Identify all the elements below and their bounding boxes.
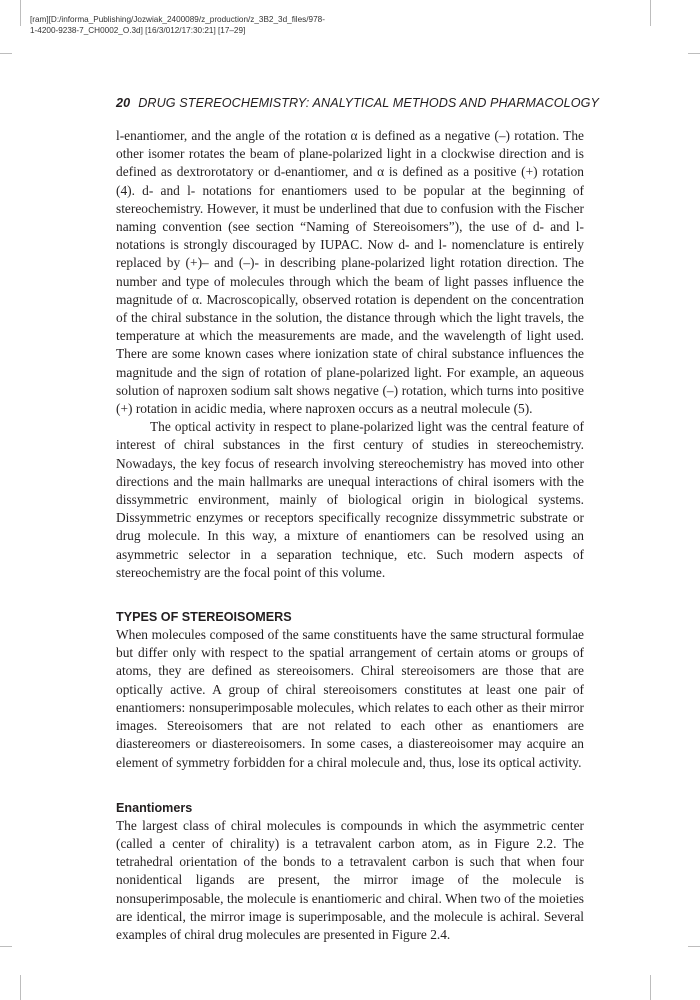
crop-mark-bottom-left — [20, 975, 21, 1000]
subsection-heading-enantiomers: Enantiomers — [116, 800, 193, 815]
print-slug — [30, 14, 630, 36]
running-header — [116, 96, 600, 110]
crop-mark-right-mid-top — [688, 53, 700, 54]
crop-mark-left-mid-bottom — [0, 946, 12, 947]
crop-mark-right-mid-bottom — [688, 946, 700, 947]
section-heading-types-of-stereoisomers: TYPES OF STEREOISOMERS — [116, 610, 292, 625]
page-number: 20 — [116, 96, 131, 110]
slug-line-2: 1-4200-9238-7_CH0002_O.3d] [16/3/012/17:30:21] [17–29] — [30, 26, 246, 35]
slug-line-1: [ram][D:/informa_Publishing/Jozwiak_2400089/z_production/z_3B2_3d_files/978- — [30, 15, 325, 24]
paragraph-stereoisomers-definition: When molecules composed of the same constituents have the same structural formulae but differ only with respect to the spatial arrangement of certain atoms or groups of atoms, they are defined as stereoisomers. Chiral stereoisomers are those that are optically active. A group of chiral stereoisomers constitutes at least one pair of enantiomers: nonsuperimposable molecules, which relates to each other as their mirror images. Stereoisomers that are not related to each other as enantiomers are diastereomers or diastereoisomers. In some cases, a diastereoisomer may acquire an element of symmetry forbidden for a chiral molecule and, thus, lose its optical activity. — [116, 627, 584, 770]
paragraph-optical-activity: The optical activity in respect to plane-polarized light was the central feature of interest of chiral substances in the first century of studies in stereochemistry. Nowadays, the key focus of research involving stereochemistry has moved into other directions and the main hallmarks are unequal interactions of chiral isomers with the dissymmetric environment, mainly of biological origin in biological systems. Dissymmetric enzymes or receptors specifically recognize dissymmetric substrate or drug molecule. In this way, a mixture of enantiomers can be resolved using an asymmetric selector in a separation technique, etc. Such modern aspects of stereochemistry are the focal point of this volume. — [116, 419, 584, 580]
paragraph-optical-rotation: l-enantiomer, and the angle of the rotation α is defined as a negative (–) rotation. The other isomer rotates the beam of plane-polarized light in a clockwise direction and is defined as dextrorotatory or d-enantiomer, and α is defined as a positive (+) rotation (4). d- and l- notations for enantiomers used to be popular at the beginning of stereochemistry. However, it must be underlined that due to confusion with the Fischer naming convention (see section “Naming of Stereoisomers”), the use of d- and l- notations is strongly discouraged by IUPAC. Now d- and l- nomenclature is entirely replaced by (+)– and (–)- in describing plane-polarized light rotation direction. The number and type of molecules through which the beam of light passes influence the magnitude of α. Macroscopically, observed rotation is dependent on the concentration of the chiral substance in the solution, the distance through which the light travels, the temperature at which the measurements are made, and the wavelength of light used. There are some known cases where ionization state of chiral substance influences the magnitude and the sign of rotation of plane-polarized light. For example, an aqueous solution of naproxen sodium salt shows negative (–) rotation, which turns into positive (+) rotation in acidic media, where naproxen occurs as a neutral molecule (5). — [116, 128, 584, 417]
crop-mark-top-left — [20, 0, 21, 26]
crop-mark-top-right — [650, 0, 651, 26]
crop-mark-left-mid-top — [0, 53, 12, 54]
running-header-title: DRUG STEREOCHEMISTRY: ANALYTICAL METHODS AND PHARMACOLOGY — [138, 96, 600, 110]
paragraph-enantiomers: The largest class of chiral molecules is compounds in which the asymmetric center (called a center of chirality) is a tetravalent carbon atom, as in Figure 2.2. The tetrahedral orientation of the bonds to a tetravalent carbon is such that when four nonidentical ligands are present, the mirror image of the molecule is nonsuperimposable, the molecule is enantiomeric and chiral. When two of the moieties are identical, the mirror image is superimposable, and the molecule is achiral. Several examples of chiral drug molecules are presented in Figure 2.4. — [116, 817, 584, 942]
crop-mark-bottom-right — [650, 975, 651, 1000]
page-body — [116, 127, 584, 944]
